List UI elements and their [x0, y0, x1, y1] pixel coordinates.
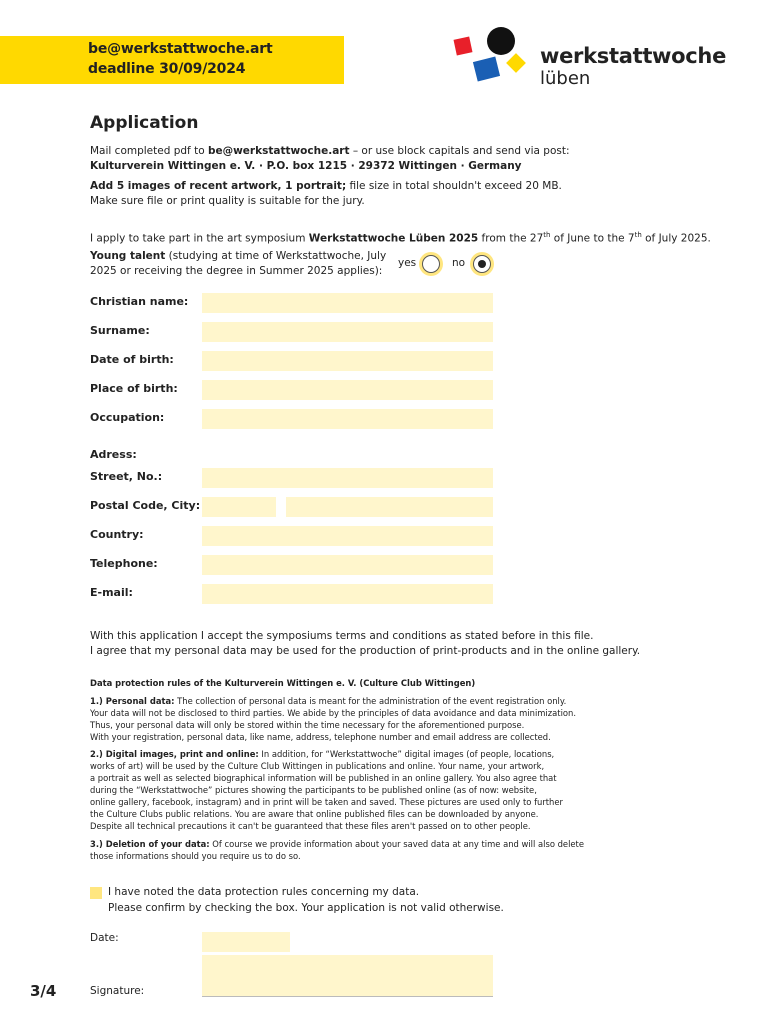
data-protection-checkbox[interactable]	[90, 887, 102, 899]
protection-p2-line: works of art) will be used by the Culture Club Wittingen in publications and online. Your name, your artwork,	[90, 761, 545, 771]
surname-field[interactable]	[202, 322, 493, 342]
protection-p2-line: Despite all technical precautions it can't be guaranteed that these files aren't passed on to other people.	[90, 821, 531, 831]
telephone-label: Telephone:	[90, 557, 158, 570]
ordinal: th	[634, 231, 642, 239]
no-label: no	[452, 257, 466, 269]
protection-p2-line: a portrait as well as selected biographical information will be published in an online gallery. You also agree that	[90, 773, 557, 783]
intro-text: file size in total shouldn't exceed 20 MB.	[346, 180, 562, 192]
yes-label: yes	[398, 257, 417, 269]
place-of-birth-field[interactable]	[202, 380, 493, 400]
young-talent-line-2: 2025 or receiving the degree in Summer 2025 applies):	[90, 265, 383, 277]
signature-field[interactable]	[202, 955, 493, 997]
confirm-line-2: Please confirm by checking the box. Your application is not valid otherwise.	[108, 902, 504, 914]
logo-black-circle	[487, 27, 515, 55]
protection-p1-line: Your data will not be disclosed to third parties. We abide by the principles of data avoidance and data minimization.	[90, 708, 576, 718]
contact-email[interactable]: be@werkstattwoche.art	[88, 41, 273, 57]
deadline-text: deadline 30/09/2024	[88, 61, 246, 77]
intro-text: – or use block capitals and send via post:	[349, 145, 570, 157]
protection-heading: 2.) Digital images, print and online:	[90, 749, 259, 759]
accept-line-1: With this application I accept the symposiums terms and conditions as stated before in this file.	[90, 630, 594, 642]
date-of-birth-field[interactable]	[202, 351, 493, 371]
page-number: 3/4	[30, 982, 57, 1000]
apply-text: of June to the 7	[550, 232, 635, 245]
occupation-field[interactable]	[202, 409, 493, 429]
street-label: Street, No.:	[90, 470, 163, 483]
country-label: Country:	[90, 528, 144, 541]
email-field[interactable]	[202, 584, 493, 604]
logo-yellow-diamond	[506, 53, 526, 73]
protection-text: In addition, for “Werkstattwoche” digital images (of people, locations,	[258, 749, 555, 759]
postal-code-field[interactable]	[202, 497, 276, 517]
young-talent-text: (studying at time of Werkstattwoche, July	[165, 250, 387, 262]
young-talent-yes-radio[interactable]	[422, 255, 440, 273]
logo-blue-square	[473, 57, 500, 82]
event-name: Werkstattwoche Lüben 2025	[308, 232, 479, 245]
intro-line-3	[90, 179, 562, 194]
postal-address: Kulturverein Wittingen e. V. · P.O. box 1215 · 29372 Wittingen · Germany	[90, 160, 522, 172]
postal-city-label: Postal Code, City:	[90, 499, 201, 512]
apply-text: from the 27	[478, 232, 544, 245]
surname-label: Surname:	[90, 324, 150, 337]
telephone-field[interactable]	[202, 555, 493, 575]
logo-brand: werkstattwoche	[540, 44, 727, 68]
intro-line-4: Make sure file or print quality is suitable for the jury.	[90, 195, 365, 207]
protection-p1-line: Thus, your personal data will only be stored within the time necessary for the aforementioned purpose.	[90, 720, 525, 730]
date-field[interactable]	[202, 932, 290, 952]
young-talent-no-radio[interactable]	[473, 255, 491, 273]
intro-line-1	[90, 144, 570, 159]
protection-p3-line	[90, 838, 584, 850]
protection-p2-line: during the “Werkstattwoche” pictures showing the participants to be published online (as of now: website,	[90, 785, 537, 795]
protection-heading: 1.) Personal data:	[90, 696, 175, 706]
werkstattwoche-logo	[450, 26, 750, 90]
protection-p3-line: those informations should you require us to do so.	[90, 851, 301, 861]
signature-label: Signature:	[90, 985, 145, 997]
protection-p2-line: online gallery, facebook, instagram) and in print will be taken and saved. These pictures are used only to further	[90, 797, 563, 807]
address-heading: Adress:	[90, 448, 137, 461]
christian-name-label: Christian name:	[90, 295, 189, 308]
christian-name-field[interactable]	[202, 293, 493, 313]
protection-p2-line	[90, 748, 554, 760]
page-title: Application	[90, 113, 199, 133]
occupation-label: Occupation:	[90, 411, 165, 424]
city-field[interactable]	[286, 497, 493, 517]
email-label: E-mail:	[90, 586, 133, 599]
protection-p2-line: the Culture Clubs public relations. You are aware that online published files can be downloaded by anyone.	[90, 809, 539, 819]
protection-text: Of course we provide information about your saved data at any time and will also delete	[209, 839, 584, 849]
protection-p1-line	[90, 695, 566, 707]
contact-banner	[0, 36, 344, 84]
data-protection-title: Data protection rules of the Kulturverein Wittingen e. V. (Culture Club Wittingen)	[90, 678, 476, 688]
apply-text: of July 2025.	[641, 232, 711, 245]
protection-p1-line: With your registration, personal data, like name, address, telephone number and email address are collected.	[90, 732, 551, 742]
radio-selected-dot	[478, 260, 486, 268]
accept-line-2: I agree that my personal data may be used for the production of print-products and in the online gallery.	[90, 645, 641, 657]
apply-statement	[90, 228, 711, 247]
country-field[interactable]	[202, 526, 493, 546]
apply-text: I apply to take part in the art symposium	[90, 232, 309, 245]
street-field[interactable]	[202, 468, 493, 488]
protection-text: The collection of personal data is meant for the administration of the event registration only.	[174, 696, 567, 706]
date-of-birth-label: Date of birth:	[90, 353, 174, 366]
intro-text: Mail completed pdf to	[90, 145, 208, 157]
young-talent-line-1	[90, 249, 386, 264]
ordinal: th	[543, 231, 551, 239]
date-label: Date:	[90, 932, 119, 944]
confirm-line-1: I have noted the data protection rules concerning my data.	[108, 886, 420, 898]
intro-bold: Add 5 images of recent artwork, 1 portrait;	[90, 180, 347, 192]
intro-email[interactable]: be@werkstattwoche.art	[207, 145, 350, 157]
young-talent-label: Young talent	[90, 250, 166, 262]
logo-city: lüben	[540, 68, 591, 89]
logo-red-square	[454, 37, 473, 56]
protection-heading: 3.) Deletion of your data:	[90, 839, 210, 849]
place-of-birth-label: Place of birth:	[90, 382, 178, 395]
